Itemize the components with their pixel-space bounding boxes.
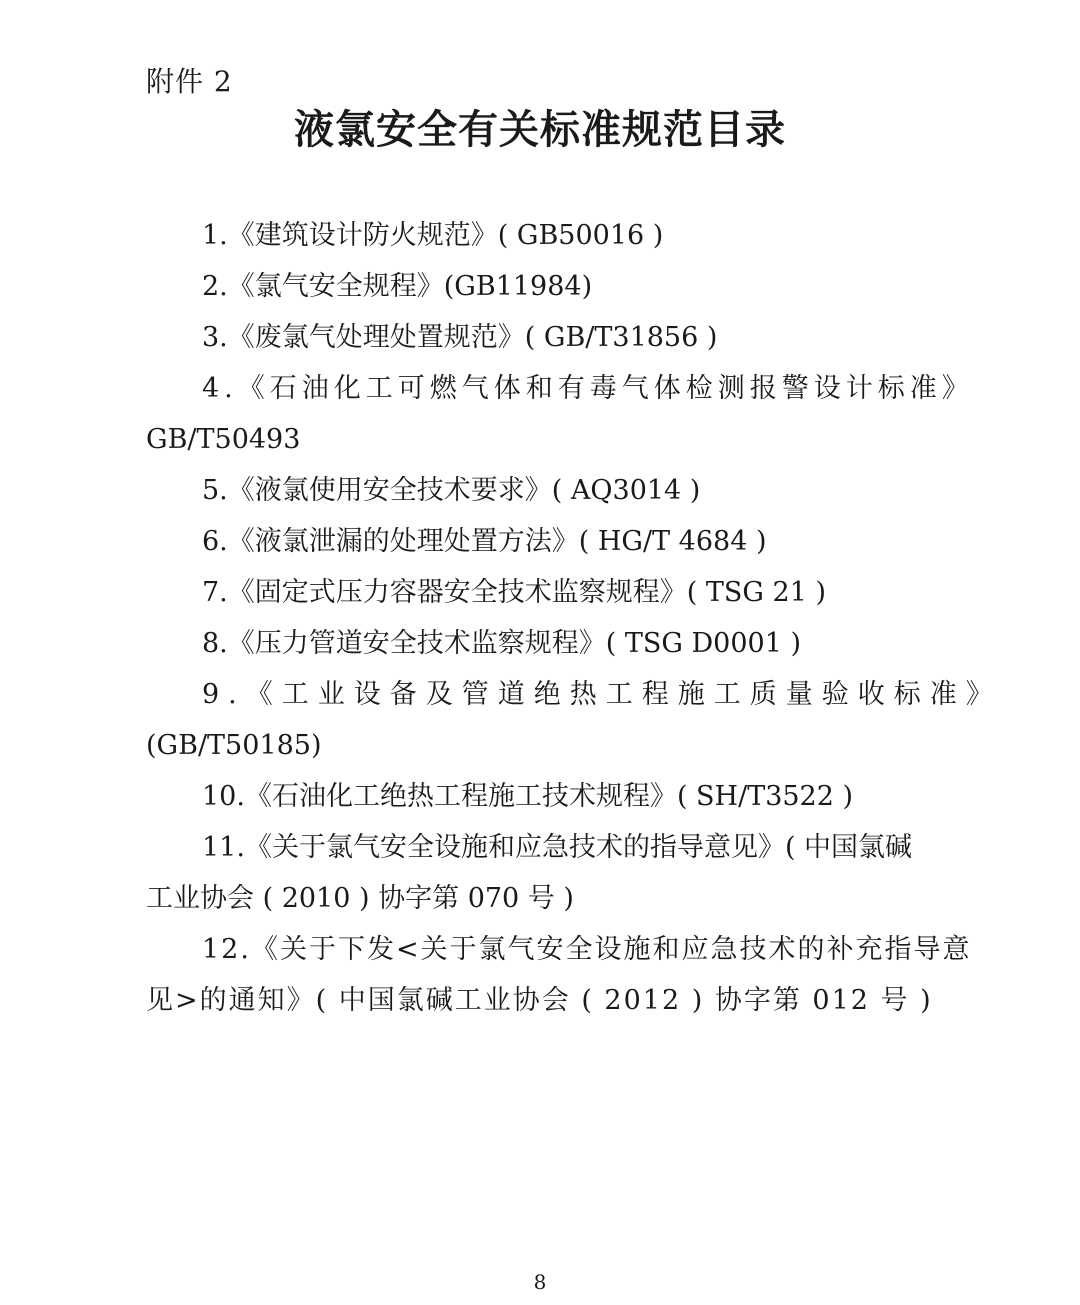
document-title: 液氯安全有关标准规范目录 — [294, 106, 786, 153]
list-item-text: 1.《建筑设计防火规范》( GB50016 ) — [202, 220, 664, 251]
list-item-text: 2.《氯气安全规程》(GB11984) — [202, 271, 593, 302]
list-item-text: 5.《液氯使用安全技术要求》( AQ3014 ) — [202, 475, 701, 506]
list-item-text: 3.《废氯气处理处置规范》( GB/T31856 ) — [202, 322, 718, 353]
list-item-text: 11.《关于氯气安全设施和应急技术的指导意见》( 中国氯碱 — [202, 832, 913, 863]
list-item-text: 7.《固定式压力容器安全技术监察规程》( TSG 21 ) — [202, 577, 827, 608]
list-item-text: 8.《压力管道安全技术监察规程》( TSG D0001 ) — [202, 628, 802, 659]
list-item-text: 9.《工业设备及管道绝热工程施工质量验收标准》 — [202, 679, 1002, 710]
list-item-text-continued: (GB/T50185) — [146, 730, 322, 761]
list-item-text: 10.《石油化工绝热工程施工技术规程》( SH/T3522 ) — [202, 781, 854, 812]
list-item — [146, 822, 946, 924]
list-item — [146, 771, 946, 822]
list-item — [146, 363, 974, 465]
list-item-text-continued: 见>的通知》( 中国氯碱工业协会 ( 2012 ) 协字第 012 号 ) — [146, 985, 933, 1016]
attachment-label: 附件 2 — [146, 65, 233, 98]
list-item — [146, 618, 946, 669]
list-item — [146, 312, 946, 363]
list-item-text-continued: GB/T50493 — [146, 424, 301, 455]
list-item-text: 4.《石油化工可燃气体和有毒气体检测报警设计标准》 — [202, 373, 974, 404]
list-item — [146, 924, 972, 1026]
list-item — [146, 567, 946, 618]
list-item-text: 6.《液氯泄漏的处理处置方法》( HG/T 4684 ) — [202, 526, 767, 557]
list-item — [146, 669, 1002, 771]
standards-list — [146, 210, 1002, 1026]
list-item — [146, 261, 946, 312]
list-item — [146, 465, 946, 516]
page-number: 8 — [533, 1270, 547, 1294]
list-item — [146, 516, 946, 567]
list-item-text-continued: 工业协会 ( 2010 ) 协字第 070 号 ) — [146, 883, 574, 914]
list-item-text: 12.《关于下发<关于氯气安全设施和应急技术的补充指导意 — [202, 934, 972, 965]
list-item — [146, 210, 946, 261]
